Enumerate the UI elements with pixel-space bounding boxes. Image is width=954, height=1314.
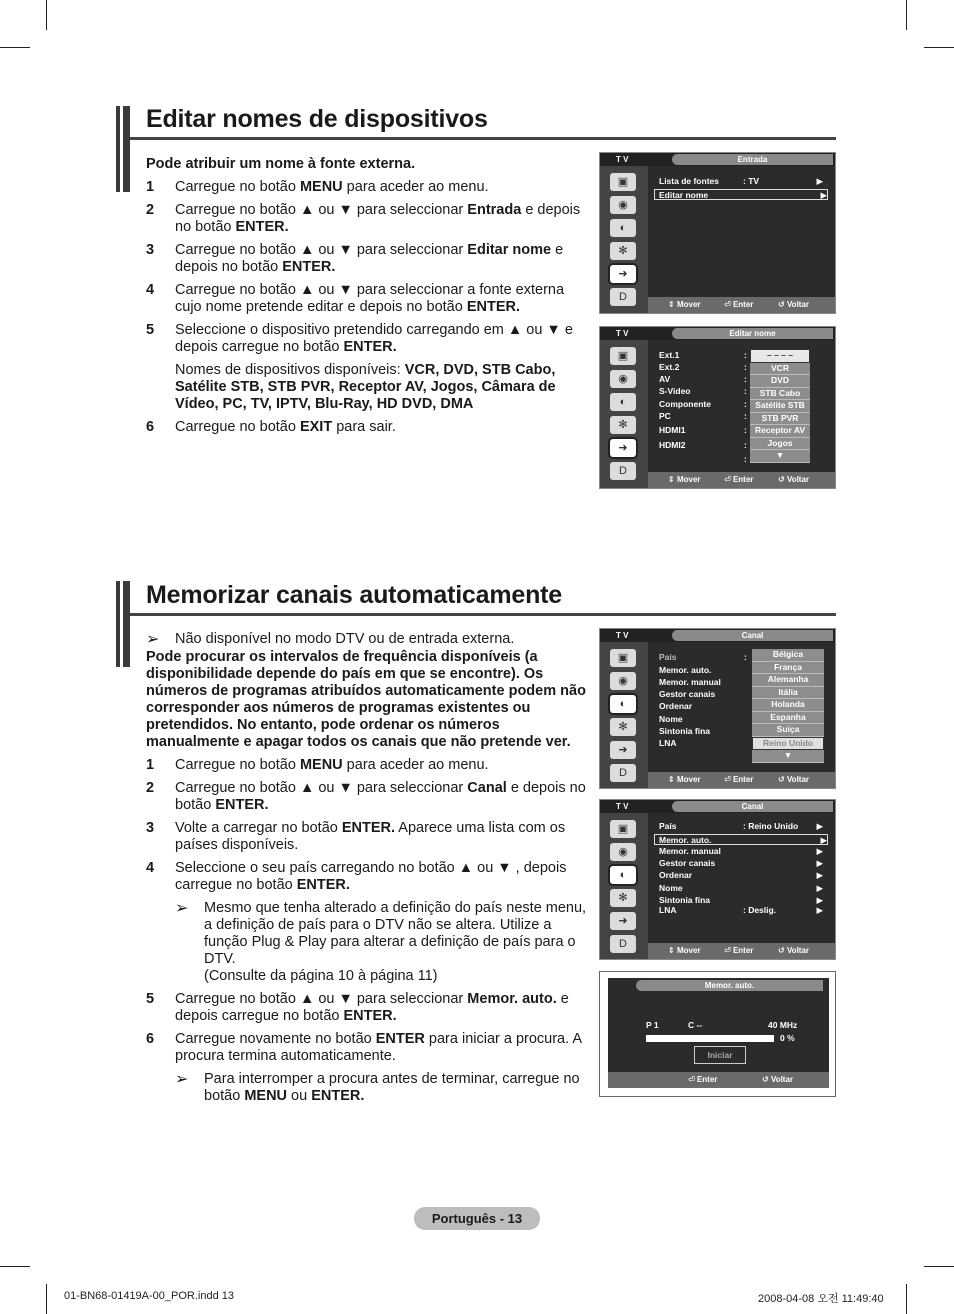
osd-title: Memor. auto. [636,980,823,991]
section-bar [116,106,130,192]
dropdown-option[interactable]: Alemanha [752,674,824,687]
channel-icon[interactable]: ◐ [610,219,636,237]
channel-icon[interactable]: ◐ [610,866,636,884]
hdmi2-label: HDMI2 [659,440,686,450]
crop-mark [46,1284,47,1314]
channel-icon[interactable]: ◐ [610,695,636,713]
menu-label: Nome [659,714,683,724]
dropdown-option[interactable]: Espanha [752,712,824,725]
step-2: 2 Carregue no botão ▲ ou ▼ para seleccionar Canal e depois no botão ENTER. [146,780,586,813]
file-name: 01-BN68-01419A-00_POR.indd 13 [64,1290,235,1302]
dropdown-option[interactable]: STB PVR [750,413,810,426]
dropdown-option[interactable]: Suiça [752,724,824,737]
print-date: 2008-04-08 오전 11:49:40 [758,1293,884,1305]
progress-percent: 0 % [780,1033,795,1043]
osd-icon-column [600,166,648,313]
step-6: 6 Carregue no botão EXIT para sair. [146,419,396,435]
auto-store-description: Pode procurar os intervalos de frequência disponíveis (a disponibilidade depende do país em que se encontre). Os números de programas atribuídos automaticamente podem não corresponder aos números de programas existentes ou pretendidos. No entanto, pode ordenar os números manualmente e apagar todos os canais que não pretende ver. [146,649,586,750]
menu-label: Memor. manual [659,677,721,687]
devices-list: Nomes de dispositivos disponíveis: VCR, DVD, STB Cabo, Satélite STB, STB PVR, Receptor AV, Jogos, Câmara de Vídeo, PC, TV, IPTV, Blu-Ray, HD DVD, DMA [175,362,556,412]
dropdown-option[interactable]: – – – – [750,349,810,363]
crop-mark [906,1284,907,1314]
dropdown-option-selected[interactable]: Reino Unido [752,737,824,751]
osd-canal-menu: T V Canal ▣ ◉ ◐ ✻ ➜ D País : Reino Unido ▶ Memor. auto. ▶ Memor. manual ▶ Gestor canais ▶ Ordenar ▶ Nome ▶ Sintonia fina ▶ LNA : Deslig. ▶ ⇕ Mover ⏎ Enter ↺ Voltar [599,799,836,960]
svideo-label: S-Video [659,386,691,396]
section-title-edit-names: Editar nomes de dispositivos [146,105,488,133]
dropdown-option[interactable]: Satélite STB [750,400,810,413]
intro: Pode atribuir um nome à fonte externa. [146,156,416,172]
osd-row-edit-name[interactable]: Editar nome ▶ [654,189,828,200]
setup-icon[interactable]: ✻ [610,718,636,736]
sound-icon[interactable]: ◉ [610,196,636,214]
osd-row-sort[interactable]: Ordenar ▶ [659,870,823,880]
step-3: 3 Volte a carregar no botão ENTER. Aparece uma lista com os países disponíveis. [146,820,566,853]
osd-canal-country: T V Canal ▣ ◉ ◐ ✻ ➜ D País : Memor. auto. Memor. manual Gestor canais Ordenar Nome Sintonia fina LNA Bélgica França Alemanha Itália Holanda Espanha Suiça Reino Unido ▼ ⇕ Mover ⏎ Enter ↺ Voltar [599,628,836,789]
section1-text [146,156,591,436]
pc-label: PC [659,411,671,421]
osd-row-lna[interactable]: LNA : Deslig. ▶ [659,905,823,915]
setup-icon[interactable]: ✻ [610,242,636,260]
menu-label: Sintonia fina [659,726,710,736]
dropdown-option[interactable]: França [752,662,824,675]
crop-mark [924,47,954,48]
section-rule [130,613,836,616]
step-6: 6 Carregue novamente no botão ENTER para iniciar a procura. A procura termina automaticamente. [146,1031,582,1064]
progress-bar [646,1035,774,1042]
start-button[interactable]: Iniciar [694,1046,746,1064]
crop-mark [46,0,47,30]
dropdown-option[interactable]: Holanda [752,699,824,712]
sound-icon[interactable]: ◉ [610,843,636,861]
note-dtv: ➢ Não disponível no modo DTV ou de entrada externa. [146,631,515,648]
input-icon[interactable]: ➜ [610,265,636,283]
step-4: 4 Carregue no botão ▲ ou ▼ para seleccionar a fonte externa cujo nome pretende editar e depois no botão ENTER. [146,282,565,315]
menu-label: Ordenar [659,701,693,711]
step-4: 4 Seleccione o seu país carregando no botão ▲ ou ▼ , depois carregue no botão ENTER. [146,860,567,893]
page-number-badge: Português - 13 [414,1207,540,1230]
ext2-label: Ext.2 [659,362,680,372]
dropdown-option[interactable]: Jogos [750,438,810,451]
digital-menu-icon[interactable]: D [610,462,636,480]
step-2: 2 Carregue no botão ▲ ou ▼ para seleccionar Entrada e depois no botão ENTER. [146,202,581,235]
component-label: Componente [659,399,711,409]
note-country: ➢ Mesmo que tenha alterado a definição do país neste menu, a definição de país para o DTV não se altera. Utilize a função Plug & Play para alterar a definição de país para o DTV. (Consulte da página 10 à página 11) [175,900,587,984]
osd-entrada: T V Entrada ▣ ◉ ◐ ✻ ➜ D Lista de fontes : TV ▶ Editar nome ▶ ⇕ Mover ⏎ Enter ↺ Voltar [599,152,836,314]
enter-hint: ⏎ Enter [724,300,754,309]
back-hint: ↺ Voltar [778,300,810,309]
step-1: 1 Carregue no botão MENU para aceder ao menu. [146,179,489,195]
osd-row-fine-tune[interactable]: Sintonia fina ▶ [659,895,823,905]
section-title-auto-store: Memorizar canais automaticamente [146,581,562,609]
section-rule [130,137,836,140]
note-interrupt: ➢ Para interromper a procura antes de terminar, carregue no botão MENU ou ENTER. [175,1071,580,1104]
step-5: 5 Carregue no botão ▲ ou ▼ para seleccionar Memor. auto. e depois carregue no botão ENTER. [146,991,569,1024]
ext1-label: Ext.1 [659,350,680,360]
osd-row-auto-store[interactable]: Memor. auto. ▶ [654,834,828,845]
osd-row-name[interactable]: Nome ▶ [659,883,823,893]
sound-icon[interactable]: ◉ [610,370,636,388]
scroll-down-icon[interactable]: ▼ [752,750,824,763]
crop-mark [924,1266,954,1267]
osd-row-country[interactable]: País : Reino Unido ▶ [659,821,823,831]
scroll-down-icon[interactable]: ▼ [750,450,810,463]
input-icon[interactable]: ➜ [610,439,636,457]
program-number: P 1 [646,1020,659,1030]
menu-label: Gestor canais [659,689,716,699]
setup-icon[interactable]: ✻ [610,416,636,434]
dropdown-option[interactable]: Itália [752,687,824,700]
section2-text [146,631,591,1105]
picture-icon[interactable]: ▣ [610,173,636,191]
osd-row-channel-manager[interactable]: Gestor canais ▶ [659,858,823,868]
menu-label: Memor. auto. [659,665,712,675]
input-icon[interactable]: ➜ [610,741,636,759]
enter-hint: ⏎ Enter [688,1075,718,1084]
dropdown-option[interactable]: Receptor AV [750,425,810,438]
channel-number: C -- [688,1020,703,1030]
device-name-dropdown[interactable] [750,349,810,463]
digital-menu-icon[interactable]: D [610,764,636,782]
dropdown-option[interactable]: STB Cabo [750,388,810,401]
dropdown-option[interactable]: VCR [750,363,810,376]
dropdown-option[interactable]: Bélgica [752,649,824,662]
section-bar [116,581,130,667]
back-hint: ↺ Voltar [762,1075,794,1084]
input-icon[interactable]: ➜ [610,912,636,930]
digital-menu-icon[interactable]: D [610,935,636,953]
setup-icon[interactable]: ✻ [610,889,636,907]
crop-mark [0,47,30,48]
sound-icon[interactable]: ◉ [610,672,636,690]
picture-icon[interactable]: ▣ [610,347,636,365]
arrow-note-icon: ➢ [146,631,160,648]
arrow-note-icon: ➢ [175,1071,189,1088]
step-1: 1 Carregue no botão MENU para aceder ao menu. [146,757,489,773]
picture-icon[interactable]: ▣ [610,820,636,838]
move-hint: ⇕ Mover [668,300,701,309]
arrow-note-icon: ➢ [175,900,189,917]
dropdown-option[interactable]: DVD [750,375,810,388]
country-label: País [659,652,677,662]
av-label: AV [659,374,671,384]
osd-row-manual-store[interactable]: Memor. manual ▶ [659,846,823,856]
frequency: 40 MHz [768,1020,798,1030]
channel-icon[interactable]: ◐ [610,393,636,411]
step-3: 3 Carregue no botão ▲ ou ▼ para seleccionar Editar nome e depois no botão ENTER. [146,242,564,275]
crop-mark [0,1266,30,1267]
digital-menu-icon[interactable]: D [610,288,636,306]
picture-icon[interactable]: ▣ [610,649,636,667]
osd-row-source-list[interactable]: Lista de fontes : TV ▶ [659,176,823,186]
step-5: 5 Seleccione o dispositivo pretendido carregando em ▲ ou ▼ e depois carregue no botão ENTER. [146,322,573,355]
country-dropdown[interactable] [752,649,824,763]
osd-editar-nome: T V Editar nome ▣ ◉ ◐ ✻ ➜ D Ext.1 : Ext.2 : AV : S-Video : Componente : PC : HDMI1 : HDMI2 : : – – – – VCR DVD STB Cabo Satélite STB STB PVR Receptor AV Jogos ▼ ⇕ Mover ⏎ Enter ↺ Voltar [599,326,836,489]
osd-auto-store [599,971,836,1097]
menu-label: LNA [659,738,677,748]
hdmi1-label: HDMI1 [659,425,686,435]
crop-mark [906,0,907,30]
